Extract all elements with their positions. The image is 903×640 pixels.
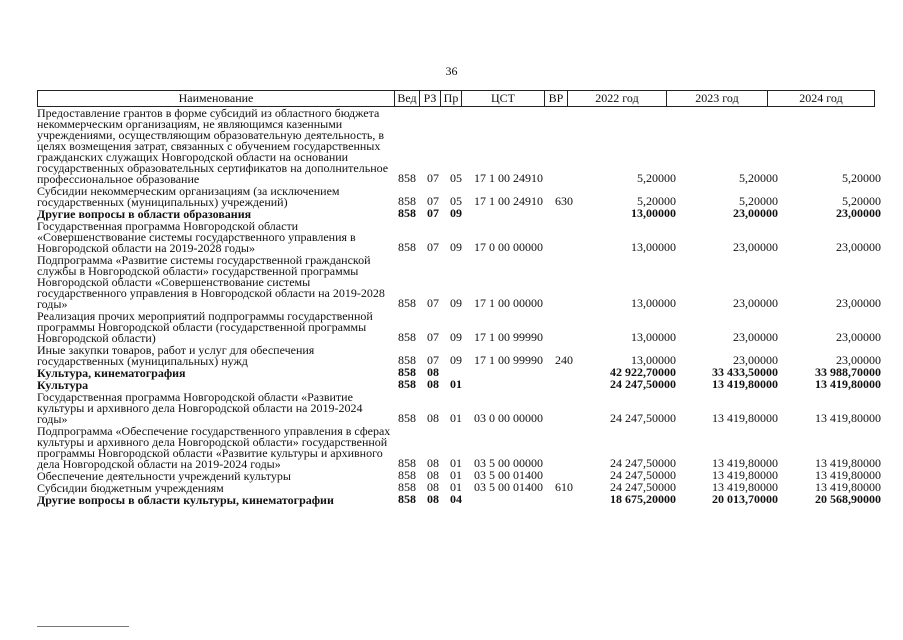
row-ved: 858: [398, 377, 416, 391]
row-pr: 05: [450, 194, 462, 208]
row-ved: 858: [398, 411, 416, 425]
table-header: [37, 90, 883, 107]
row-vr: 630: [555, 194, 573, 208]
row-cst: 17 1 00 99990: [474, 330, 543, 344]
row-ved: 858: [398, 296, 416, 310]
row-2022: 24 247,50000: [610, 411, 676, 425]
row-2024: 13 419,80000: [815, 377, 881, 391]
row-2024: 13 419,80000: [815, 411, 881, 425]
row-pr: 09: [450, 206, 462, 220]
table-row: [37, 494, 883, 506]
row-2023: 23,00000: [733, 353, 778, 367]
row-vr: 240: [555, 353, 573, 367]
table-body: [37, 107, 883, 506]
header-2023: 2023 год: [666, 90, 768, 107]
table-row: [37, 344, 883, 367]
row-2024: 13 419,80000: [815, 456, 881, 470]
row-name: Государственная программа Новгородской области «Совершенствование системы государственного управления в Новгородской области на 2019-2028 годы»: [37, 219, 356, 255]
row-2023: 13 419,80000: [712, 377, 778, 391]
row-2022: 18 675,20000: [610, 492, 676, 506]
row-2023: 23,00000: [733, 240, 778, 254]
row-name: Обеспечение деятельности учреждений культуры: [37, 469, 291, 483]
row-pr: 01: [450, 456, 462, 470]
header-rz: РЗ: [419, 90, 441, 107]
row-rz: 07: [427, 171, 439, 185]
row-ved: 858: [398, 171, 416, 185]
header-2024: 2024 год: [767, 90, 875, 107]
row-pr: 09: [450, 353, 462, 367]
row-ved: 858: [398, 492, 416, 506]
row-2022: 24 247,50000: [610, 468, 676, 482]
row-pr: 01: [450, 377, 462, 391]
row-rz: 07: [427, 353, 439, 367]
row-2022: 24 247,50000: [610, 456, 676, 470]
row-ved: 858: [398, 240, 416, 254]
row-2023: 23,00000: [733, 206, 778, 220]
row-name: Другие вопросы в области культуры, кинематографии: [37, 493, 334, 507]
table-row: [37, 185, 883, 208]
row-2024: 13 419,80000: [815, 480, 881, 494]
row-name: Другие вопросы в области образования: [37, 207, 252, 221]
row-rz: 08: [427, 480, 439, 494]
row-cst: 17 1 00 00000: [474, 296, 543, 310]
header-ved: Вед: [394, 90, 420, 107]
row-rz: 07: [427, 330, 439, 344]
row-rz: 07: [427, 240, 439, 254]
table-row: [37, 254, 883, 310]
row-ved: 858: [398, 456, 416, 470]
row-pr: 01: [450, 468, 462, 482]
row-pr: 09: [450, 330, 462, 344]
row-rz: 08: [427, 377, 439, 391]
row-2023: 23,00000: [733, 330, 778, 344]
header-vr: ВР: [544, 90, 568, 107]
row-ved: 858: [398, 330, 416, 344]
row-ved: 858: [398, 365, 416, 379]
row-pr: 04: [450, 492, 462, 506]
table-row: [37, 220, 883, 254]
row-2022: 42 922,70000: [610, 365, 676, 379]
header-name: Наименование: [37, 90, 395, 107]
row-name: Субсидии некоммерческим организациям (за исключением государственных (муниципальных) учреждений): [37, 184, 340, 209]
row-cst: 17 1 00 24910: [474, 194, 543, 208]
row-2023: 23,00000: [733, 296, 778, 310]
row-name: Культура: [37, 378, 89, 392]
row-rz: 08: [427, 456, 439, 470]
row-2023: 5,20000: [739, 171, 778, 185]
row-rz: 07: [427, 296, 439, 310]
row-2024: 23,00000: [836, 296, 881, 310]
row-2024: 5,20000: [842, 194, 881, 208]
row-cst: 03 5 00 01400: [474, 480, 543, 494]
row-2023: 33 433,50000: [712, 365, 778, 379]
row-cst: 03 5 00 01400: [474, 468, 543, 482]
header-pr: Пр: [440, 90, 462, 107]
row-2024: 23,00000: [836, 206, 881, 220]
row-rz: 08: [427, 492, 439, 506]
row-2022: 13,00000: [631, 353, 676, 367]
row-ved: 858: [398, 206, 416, 220]
row-cst: 03 0 00 00000: [474, 411, 543, 425]
row-name: Иные закупки товаров, работ и услуг для обеспечения государственных (муниципальных) нужд: [37, 343, 315, 368]
row-2023: 13 419,80000: [712, 456, 778, 470]
row-2024: 5,20000: [842, 171, 881, 185]
row-2024: 23,00000: [836, 240, 881, 254]
row-pr: 05: [450, 171, 462, 185]
row-ved: 858: [398, 468, 416, 482]
row-2022: 13,00000: [631, 240, 676, 254]
row-2023: 20 013,70000: [712, 492, 778, 506]
row-name: Субсидии бюджетным учреждениям: [37, 481, 224, 495]
row-2024: 20 568,90000: [815, 492, 881, 506]
row-pr: 01: [450, 411, 462, 425]
row-cst: 17 1 00 24910: [474, 171, 543, 185]
row-rz: 08: [427, 468, 439, 482]
row-pr: 09: [450, 296, 462, 310]
row-pr: 09: [450, 240, 462, 254]
row-2023: 13 419,80000: [712, 468, 778, 482]
row-name: Подпрограмма «Обеспечение государственного управления в сферах культуры и архивного дела Новгородской области» государственной программы Новгородской области «Развитие культуры и архивного дела Новгородской области на 2019-2024 годы»: [37, 424, 391, 471]
row-rz: 07: [427, 206, 439, 220]
row-name: Культура, кинематография: [37, 366, 186, 380]
row-rz: 08: [427, 365, 439, 379]
row-ved: 858: [398, 480, 416, 494]
row-cst: 17 1 00 99990: [474, 353, 543, 367]
row-rz: 07: [427, 194, 439, 208]
row-2022: 24 247,50000: [610, 377, 676, 391]
row-2023: 13 419,80000: [712, 480, 778, 494]
table-row: [37, 391, 883, 425]
row-2022: 13,00000: [631, 206, 676, 220]
row-cst: 03 5 00 00000: [474, 456, 543, 470]
row-2022: 13,00000: [631, 330, 676, 344]
row-name: Реализация прочих мероприятий подпрограммы государственной программы Новгородской области (государственной программы Новгородской области): [37, 309, 373, 345]
row-rz: 08: [427, 411, 439, 425]
table-row: [37, 425, 883, 470]
row-2024: 23,00000: [836, 353, 881, 367]
table-row: [37, 107, 883, 185]
row-vr: 610: [555, 480, 573, 494]
row-2023: 13 419,80000: [712, 411, 778, 425]
row-name: Государственная программа Новгородской области «Развитие культуры и архивного дела Новгородской области на 2019-2024 годы»: [37, 390, 363, 426]
row-2024: 13 419,80000: [815, 468, 881, 482]
row-pr: 01: [450, 480, 462, 494]
table-row: [37, 310, 883, 344]
footnote-divider: [37, 626, 129, 627]
row-2023: 5,20000: [739, 194, 778, 208]
row-2022: 5,20000: [637, 194, 676, 208]
row-2024: 23,00000: [836, 330, 881, 344]
row-2024: 33 988,70000: [815, 365, 881, 379]
row-name: Предоставление грантов в форме субсидий из областного бюджета некоммерческим организациям, не являющимся казенными учреждениями, осуществляющим образовательную деятельность, в целях возмещения затрат, связанных с обучением государственных гражданских служащих Новгородской области на основании государственных образовательных сертификатов на дополнительное профессиональное образование: [37, 106, 389, 186]
page-number: 36: [445, 64, 458, 78]
row-2022: 13,00000: [631, 296, 676, 310]
row-ved: 858: [398, 194, 416, 208]
row-cst: 17 0 00 00000: [474, 240, 543, 254]
header-2022: 2022 год: [567, 90, 667, 107]
row-2022: 5,20000: [637, 171, 676, 185]
row-2022: 24 247,50000: [610, 480, 676, 494]
row-name: Подпрограмма «Развитие системы государственной гражданской службы в Новгородской области» государственной программы Новгородской области «Совершенствование системы государственного управления в Новгородской области на 2019-2028 годы»: [37, 253, 385, 311]
header-cst: ЦСТ: [461, 90, 545, 107]
row-ved: 858: [398, 353, 416, 367]
